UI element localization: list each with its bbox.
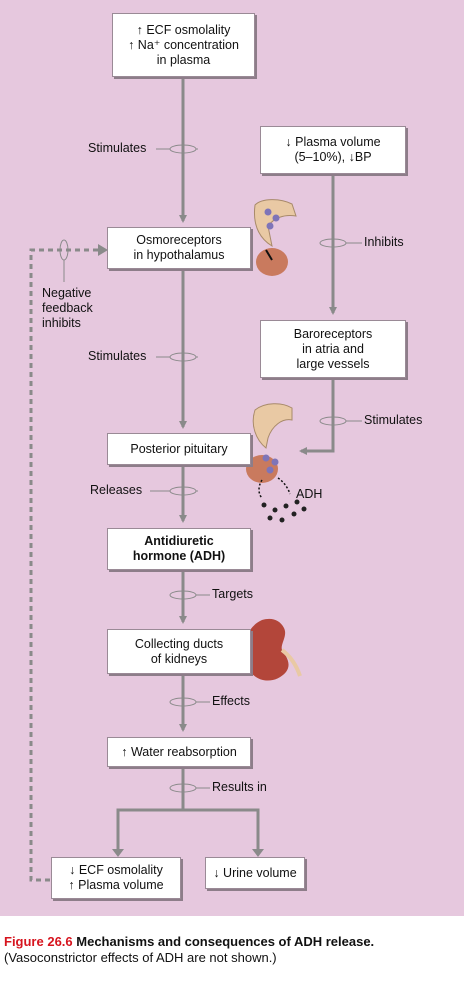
ducts-line1: Collecting ducts [134,636,224,651]
label-results-in: Results in [212,780,267,794]
osmo-line2: in hypothalamus [133,248,225,262]
label-inhibits: Inhibits [364,235,404,249]
ecf-osmolality-box [112,13,255,77]
arrow-split-left [118,810,258,853]
pituitary-illustration [246,404,307,523]
result-line1: ↓ ECF osmolality [69,863,163,877]
label-releases: Releases [90,483,143,497]
ducts-line2: of kidneys [150,651,208,666]
plasma-line2: (5–10%), ↓BP [294,150,372,164]
baro-line1: Baroreceptors [293,326,373,341]
baroreceptors-box [260,320,406,378]
water-line1: ↑ Water reabsorption [121,744,237,759]
osmo-line1: Osmoreceptors [136,233,222,247]
adh-line1: Antidiuretic [144,534,214,548]
plasma-volume-box [260,126,406,174]
kidney-illustration [244,619,300,681]
label-stimulates-3: Stimulates [364,413,423,427]
baro-line3: large vessels [296,356,370,371]
plasma-line1: ↓ Plasma volume [285,135,381,149]
label-negative-3: inhibits [42,316,81,330]
figure-number: Figure 26.6 [4,934,73,949]
collecting-ducts-box [107,629,251,674]
hypothalamus-illustration [254,200,296,276]
negative-feedback-line [31,250,100,880]
label-stimulates-2: Stimulates [88,349,147,363]
adh-line2: hormone (ADH) [132,549,226,563]
ecf-line1: ↑ ECF osmolality [136,22,231,37]
ecf-result-box [51,857,181,899]
urine-line1: ↓ Urine volume [213,865,297,880]
label-negative-1: Negative [42,286,92,300]
label-stimulates-1: Stimulates [88,141,147,155]
baro-line2: in atria and [302,341,364,356]
result-line2: ↑ Plasma volume [68,878,164,892]
label-adh-small: ADH [296,487,323,501]
figure-caption [4,934,462,966]
posterior-pituitary-box [107,433,251,465]
adh-box [107,528,251,570]
osmoreceptors-box [107,227,251,269]
water-reabsorption-box [107,737,251,767]
pituitary-line1: Posterior pituitary [130,441,228,456]
ecf-line3: in plasma [156,52,211,67]
ecf-line2: ↑ Na⁺ concentration [128,37,239,52]
label-targets: Targets [212,587,253,601]
urine-volume-box [205,857,305,889]
figure-note: (Vasoconstrictor effects of ADH are not shown.) [4,950,277,965]
arrow-baro-to-pituitary [301,379,333,451]
figure-title: Mechanisms and consequences of ADH release. [76,934,375,949]
label-negative-2: feedback [42,301,93,315]
label-effects: Effects [212,694,250,708]
